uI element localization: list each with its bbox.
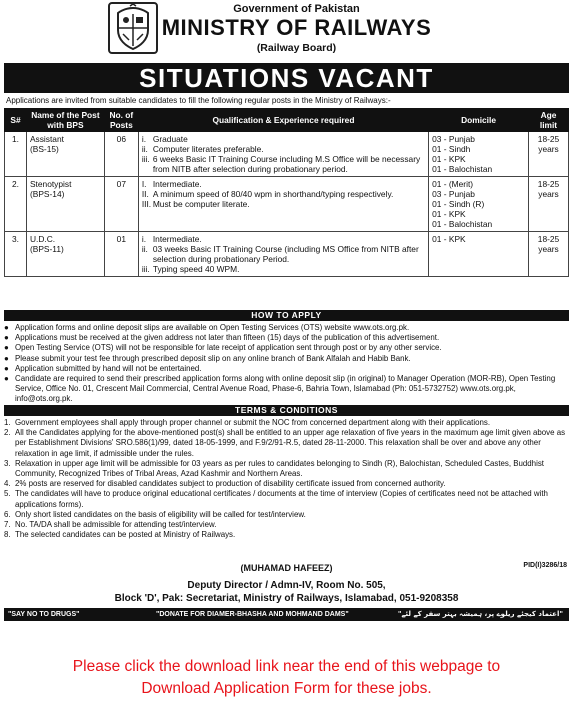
qualification-text: 6 weeks Basic IT Training Course including M.S Office will be necessary from NITB after selection during probationary period.: [152, 154, 421, 174]
apply-item-text: Applications must be received at the given address not later than fifteen (15) days of the publication of this advertisement.: [15, 333, 440, 343]
row-qualification: [138, 132, 428, 177]
header-domicile: Domicile: [429, 109, 529, 132]
how-to-apply-list: [4, 323, 569, 405]
footer-bar: [4, 608, 569, 621]
qualification-text: Typing speed 40 WPM.: [152, 264, 240, 274]
row-sno: 1.: [5, 132, 27, 177]
list-item: [4, 374, 569, 405]
bullet-icon: ●: [4, 374, 9, 384]
list-item: [4, 530, 569, 540]
say-no-to-drugs-slogan: "SAY NO TO DRUGS": [8, 611, 80, 618]
post-bps: (BPS-14): [29, 189, 65, 199]
dams-slogan: "DONATE FOR DIAMER-BHASHA AND MOHMAND DAMS": [156, 611, 349, 618]
intro-text: Applications are invited from suitable candidates to fill the following regular posts in the Ministry of Railways:-: [6, 96, 391, 105]
term-text: 2% posts are reserved for disabled candidates subject to production of disability certificate issued from concerned authority.: [15, 479, 446, 489]
post-name: Stenotypist: [29, 179, 72, 189]
pid-number: PID(I)3286/18: [523, 562, 567, 569]
row-sno: 2.: [5, 177, 27, 232]
row-qualification: [138, 177, 428, 232]
domicile-item: 01 - Balochistan: [432, 219, 493, 229]
term-number: 2.: [4, 428, 11, 438]
list-item: [4, 354, 569, 364]
qualification-number: III.: [141, 199, 152, 209]
qualification-item: [142, 234, 425, 244]
term-number: 6.: [4, 509, 11, 519]
list-item: [4, 333, 569, 343]
header-sno: S#: [5, 109, 27, 132]
download-note-line-2: Download Application Form for these jobs.: [141, 680, 432, 697]
post-bps: (BPS-11): [29, 244, 64, 254]
row-post: [26, 232, 104, 277]
qualification-text: 03 weeks Basic IT Training Course (including MS Office from NITB after selection during probationary Period.: [152, 244, 419, 264]
qualification-number: ii.: [141, 144, 148, 154]
list-item: [4, 428, 569, 459]
terms-heading: TERMS & CONDITIONS: [4, 405, 569, 416]
post-bps: (BS-15): [29, 144, 59, 154]
domicile-item: 01 - KPK: [432, 234, 466, 244]
post-name: Assistant: [29, 134, 64, 144]
qualification-item: [142, 199, 425, 209]
term-number: 1.: [4, 418, 11, 427]
list-item: [4, 459, 569, 479]
ad-header: [0, 0, 573, 62]
download-note: [0, 656, 573, 700]
term-text: Relaxation in upper age limit will be admissible for 03 years as per rules to candidates belonging to Sindh (R), Balochistan, Scheduled Castes, Buddhist Community, Recognized Tribes of Tribal Areas, Azad Kashmir and Northern Areas.: [15, 458, 544, 479]
domicile-item: 01 - (Merit): [432, 179, 474, 189]
qualification-number: II.: [141, 189, 149, 199]
qualification-text: Must be computer literate.: [152, 199, 250, 209]
apply-item-text: Application submitted by hand will not be entertained.: [15, 363, 202, 373]
urdu-slogan: "اعتماد کیجئے ریلوے پر، ہمیشہ بہتر سفر کے لئے": [397, 610, 563, 618]
header-posts-count: No. of Posts: [104, 109, 138, 132]
qualification-item: [142, 154, 425, 174]
domicile-item: 01 - Sindh (R): [432, 199, 485, 209]
row-post: [26, 177, 104, 232]
qualification-number: iii.: [141, 264, 150, 274]
term-number: 3.: [4, 458, 11, 468]
term-number: 4.: [4, 479, 11, 489]
qualification-text: Computer literates preferable.: [152, 144, 264, 154]
bullet-icon: ●: [4, 343, 9, 353]
bullet-icon: ●: [4, 353, 9, 363]
term-text: The selected candidates can be posted at Ministry of Railways.: [15, 530, 236, 540]
apply-item-text: Open Testing Service (OTS) will not be responsible for late receipt of application sent through post or by any other service.: [15, 343, 442, 353]
list-item: [4, 323, 569, 333]
domicile-item: 01 - KPK: [432, 209, 466, 219]
list-item: [4, 343, 569, 353]
domicile-item: 01 - Balochistan: [432, 164, 493, 174]
qualification-item: [142, 179, 425, 189]
row-domicile: [429, 132, 529, 177]
header-qualification: Qualification & Experience required: [138, 109, 428, 132]
row-sno: 3.: [5, 232, 27, 277]
table-row: [5, 232, 569, 277]
qualification-number: I.: [141, 179, 147, 189]
situations-vacant-banner: SITUATIONS VACANT: [4, 63, 569, 93]
vacancies-table: [4, 108, 569, 277]
government-label: Government of Pakistan: [233, 3, 360, 15]
domicile-item: 01 - Sindh: [432, 144, 471, 154]
row-count: 01: [104, 232, 138, 277]
domicile-item: 03 - Punjab: [432, 134, 475, 144]
header-age: Age limit: [528, 109, 568, 132]
term-text: Only short listed candidates on the basis of eligibility will be called for test/interview.: [15, 509, 306, 519]
download-note-line-1: Please click the download link near the end of this webpage to: [72, 658, 501, 675]
bullet-icon: ●: [4, 323, 9, 332]
bullet-icon: ●: [4, 363, 9, 373]
table-row: [5, 177, 569, 232]
qualification-number: i.: [141, 134, 147, 144]
qualification-number: iii.: [141, 154, 150, 164]
qualification-text: Graduate: [152, 134, 188, 144]
ministry-title: MINISTRY OF RAILWAYS: [161, 15, 432, 40]
qualification-number: ii.: [141, 244, 148, 254]
domicile-item: 03 - Punjab: [432, 189, 475, 199]
how-to-apply-heading: HOW TO APPLY: [4, 310, 569, 321]
list-item: [4, 489, 569, 509]
qualification-text: Intermediate.: [152, 234, 202, 244]
table-header-row: [5, 109, 569, 132]
bullet-icon: ●: [4, 333, 9, 343]
qualification-number: i.: [141, 234, 147, 244]
row-count: 06: [104, 132, 138, 177]
board-label: (Railway Board): [256, 42, 337, 54]
row-post: [26, 132, 104, 177]
qualification-item: [142, 144, 425, 154]
table-body: [5, 132, 569, 277]
row-qualification: [138, 232, 428, 277]
row-age: 18-25 years: [528, 232, 568, 277]
row-age: 18-25 years: [528, 177, 568, 232]
qualification-text: A minimum speed of 80/40 wpm in shorthand/typing respectively.: [152, 189, 394, 199]
domicile-item: 01 - KPK: [432, 154, 466, 164]
list-item: [4, 520, 569, 530]
term-number: 5.: [4, 489, 11, 499]
list-item: [4, 418, 569, 428]
term-text: All the Candidates applying for the above-mentioned post(s) shall be entitled to an upper age relaxation of five years in the maximum age limit given above as per Establishment Divisions' SRO.586(1)/99, dated 18-05-1999, and F.9/2/91-R.5, dated 28-11-2000. This relaxation shall be over and above any other relaxation in age limit, if admissible under the rules.: [15, 428, 566, 458]
qualification-item: [142, 134, 425, 144]
row-domicile: [429, 232, 529, 277]
qualification-item: [142, 264, 425, 274]
term-number: 7.: [4, 520, 11, 530]
term-text: The candidates will have to produce original educational certificates / documents at the time of interview (Copies of certificates need not be attached with applications forms).: [15, 489, 548, 509]
list-item: [4, 364, 569, 374]
row-count: 07: [104, 177, 138, 232]
row-domicile: [429, 177, 529, 232]
list-item: [4, 479, 569, 489]
signatory-designation: Deputy Director / Admn-IV, Room No. 505,: [187, 580, 386, 591]
terms-list: [4, 418, 569, 540]
term-number: 8.: [4, 530, 11, 540]
qualification-item: [142, 244, 425, 264]
term-text: No. TA/DA shall be admissible for attending test/interview.: [15, 520, 217, 530]
post-name: U.D.C.: [29, 234, 56, 244]
table-row: [5, 132, 569, 177]
header-post: Name of the Post with BPS: [26, 109, 104, 132]
row-age: 18-25 years: [528, 132, 568, 177]
signatory-name: (MUHAMAD HAFEEZ): [240, 563, 333, 573]
qualification-item: [142, 189, 425, 199]
apply-item-text: Please submit your test fee through prescribed deposit slip on any online branch of Bank Alfalah and Habib Bank.: [15, 353, 411, 363]
qualification-text: Intermediate.: [152, 179, 202, 189]
signatory-address: Block 'D', Pak: Secretariat, Ministry of Railways, Islamabad, 051-9208358: [114, 593, 459, 604]
apply-item-text: Candidate are required to send their prescribed application forms along with online deposit slip (in original) to Manager Operation (MOR-RB), Open Testing Service, Office No. 01, Crescent Mail Commercial, Central Avenue Road, Phase-6, Bahria Town, Islamabad (Ph: 051-5732752) www.ots.org.pk, info@ots.org.pk.: [15, 374, 556, 404]
list-item: [4, 510, 569, 520]
apply-item-text: Application forms and online deposit slips are available on Open Testing Services (OTS) website www.ots.org.pk.: [15, 323, 410, 332]
term-text: Government employees shall apply through proper channel or submit the NOC from concerned department along with their applications.: [15, 418, 491, 427]
